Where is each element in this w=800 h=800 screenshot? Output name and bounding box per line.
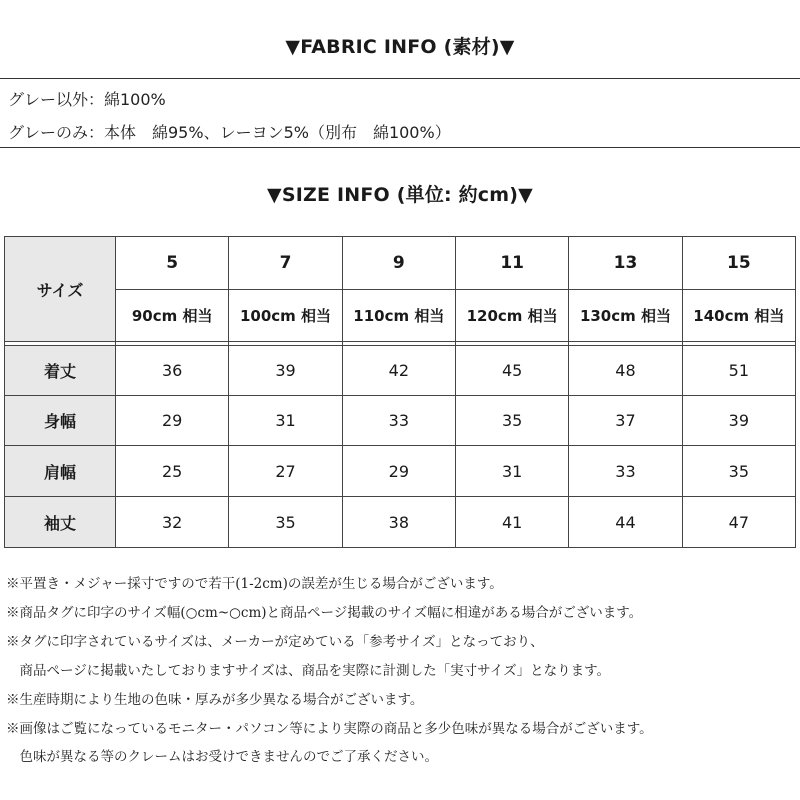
size-equiv-cell: 90cm 相当 <box>116 290 229 342</box>
size-header-cell: 9 <box>342 237 455 290</box>
table-row <box>5 346 796 396</box>
size-header-cell: 11 <box>455 237 568 290</box>
measure-cell: 42 <box>342 346 455 396</box>
fabric-bottom-rule <box>0 147 800 148</box>
measure-cell: 35 <box>455 396 568 446</box>
size-corner-label: サイズ <box>5 237 116 342</box>
row-label: 身幅 <box>5 396 116 446</box>
table-row <box>5 396 796 446</box>
note-line: ※商品タグに印字のサイズ幅(○cm~○cm)と商品ページ掲載のサイズ幅に相違がある場合がございます。 <box>6 605 643 621</box>
measure-cell: 39 <box>682 396 795 446</box>
fabric-line: グレーのみ：本体 綿95%、レーヨン5%（別布 綿100%） <box>8 123 451 142</box>
row-label: 袖丈 <box>5 497 116 548</box>
note-line: ※タグに印字されているサイズは、メーカーが定めている「参考サイズ」となっており、 <box>6 634 544 650</box>
measure-cell: 45 <box>455 346 568 396</box>
note-line: 商品ページに掲載いたしておりますサイズは、商品を実際に計測した「実寸サイズ」となります。 <box>6 663 610 679</box>
row-label: 肩幅 <box>5 446 116 497</box>
measure-cell: 35 <box>229 497 342 548</box>
measure-cell: 33 <box>569 446 682 497</box>
size-equiv-cell: 140cm 相当 <box>682 290 795 342</box>
measure-cell: 44 <box>569 497 682 548</box>
size-equiv-cell: 130cm 相当 <box>569 290 682 342</box>
size-header-cell: 5 <box>116 237 229 290</box>
measure-cell: 31 <box>455 446 568 497</box>
fabric-line: グレー以外：綿100% <box>8 90 166 109</box>
size-header-cell: 13 <box>569 237 682 290</box>
fabric-info-heading: ▼FABRIC INFO (素材)▼ <box>285 36 515 58</box>
table-row <box>5 446 796 497</box>
note-line: ※平置き・メジャー採寸ですので若干(1-2cm)の誤差が生じる場合がございます。 <box>6 576 503 592</box>
measure-cell: 32 <box>116 497 229 548</box>
measure-cell: 33 <box>342 396 455 446</box>
measure-cell: 39 <box>229 346 342 396</box>
size-info-heading: ▼SIZE INFO (単位: 約cm)▼ <box>267 184 533 206</box>
measure-cell: 35 <box>682 446 795 497</box>
measure-cell: 36 <box>116 346 229 396</box>
measure-cell: 48 <box>569 346 682 396</box>
measure-cell: 31 <box>229 396 342 446</box>
note-line: ※生産時期により生地の色味・厚みが多少異なる場合がございます。 <box>6 692 424 708</box>
measure-cell: 29 <box>116 396 229 446</box>
measure-cell: 38 <box>342 497 455 548</box>
fabric-top-rule <box>0 78 800 79</box>
table-row <box>5 497 796 548</box>
measure-cell: 25 <box>116 446 229 497</box>
measure-cell: 47 <box>682 497 795 548</box>
size-table <box>4 236 796 548</box>
row-label: 着丈 <box>5 346 116 396</box>
size-header-cell: 15 <box>682 237 795 290</box>
note-line: ※画像はご覧になっているモニター・パソコン等により実際の商品と多少色味が異なる場合がございます。 <box>6 721 653 737</box>
measure-cell: 37 <box>569 396 682 446</box>
measure-cell: 41 <box>455 497 568 548</box>
size-equiv-cell: 110cm 相当 <box>342 290 455 342</box>
measure-cell: 51 <box>682 346 795 396</box>
note-line: 色味が異なる等のクレームはお受けできませんのでご了承ください。 <box>6 749 438 765</box>
size-equiv-cell: 120cm 相当 <box>455 290 568 342</box>
measure-cell: 29 <box>342 446 455 497</box>
size-equiv-cell: 100cm 相当 <box>229 290 342 342</box>
measure-cell: 27 <box>229 446 342 497</box>
size-header-cell: 7 <box>229 237 342 290</box>
